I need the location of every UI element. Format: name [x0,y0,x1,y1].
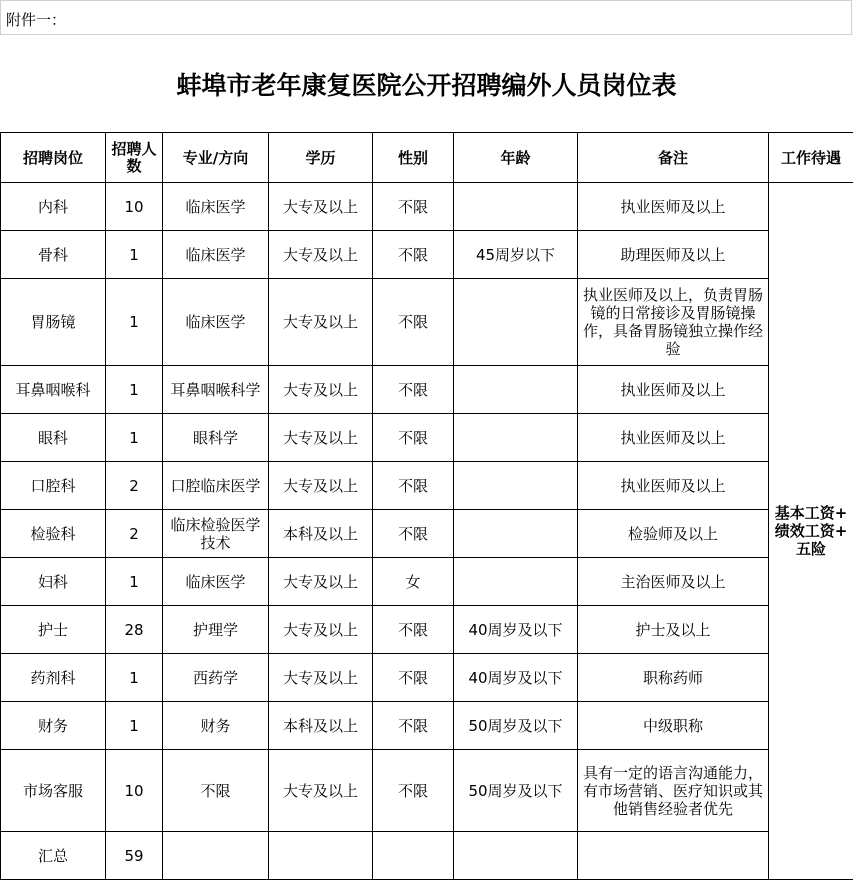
major-cell: 护理学 [163,606,269,654]
gender-cell: 不限 [373,279,454,366]
education-cell: 本科及以上 [269,510,373,558]
wage-line: 五险 [772,540,850,558]
header-cell: 学历 [269,133,373,183]
note-cell: 护士及以上 [578,606,769,654]
age-cell [454,279,578,366]
major-cell: 临床医学 [163,183,269,231]
education-cell: 大专及以上 [269,606,373,654]
post-cell: 眼科 [1,414,106,462]
age-cell: 40周岁及以下 [454,654,578,702]
table-row [1,462,853,510]
header-cell: 专业/方向 [163,133,269,183]
gender-cell: 不限 [373,606,454,654]
count-cell: 28 [106,606,163,654]
note-cell: 主治医师及以上 [578,558,769,606]
page-title: 蚌埠市老年康复医院公开招聘编外人员岗位表 [0,35,853,132]
age-cell: 50周岁及以下 [454,702,578,750]
note-cell: 检验师及以上 [578,510,769,558]
empty-cell [269,832,373,880]
note-cell: 职称药师 [578,654,769,702]
major-cell: 西药学 [163,654,269,702]
header-cell: 年龄 [454,133,578,183]
post-cell: 财务 [1,702,106,750]
note-cell: 执业医师及以上 [578,183,769,231]
age-cell: 40周岁及以下 [454,606,578,654]
empty-cell [578,832,769,880]
age-cell [454,510,578,558]
major-cell: 临床医学 [163,279,269,366]
wage-line: 基本工资+ [772,504,850,522]
age-cell: 50周岁及以下 [454,750,578,832]
count-cell: 10 [106,183,163,231]
note-cell: 执业医师及以上 [578,366,769,414]
major-cell: 口腔临床医学 [163,462,269,510]
education-cell: 大专及以上 [269,654,373,702]
gender-cell: 不限 [373,183,454,231]
education-cell: 大专及以上 [269,462,373,510]
table-row [1,183,853,231]
positions-table [0,132,853,880]
post-cell: 耳鼻咽喉科 [1,366,106,414]
table-row [1,606,853,654]
header-cell: 招聘人数 [106,133,163,183]
major-cell: 不限 [163,750,269,832]
age-cell [454,366,578,414]
major-cell: 耳鼻咽喉科学 [163,366,269,414]
total-row [1,832,853,880]
education-cell: 大专及以上 [269,558,373,606]
age-cell: 45周岁以下 [454,231,578,279]
count-cell: 2 [106,462,163,510]
age-cell [454,183,578,231]
education-cell: 本科及以上 [269,702,373,750]
annex-label-bar [0,0,852,35]
table-row [1,231,853,279]
education-cell: 大专及以上 [269,366,373,414]
major-cell: 财务 [163,702,269,750]
empty-cell [373,832,454,880]
education-cell: 大专及以上 [269,750,373,832]
header-cell: 备注 [578,133,769,183]
note-cell: 执业医师及以上 [578,462,769,510]
table-row [1,654,853,702]
note-cell: 执业医师及以上 [578,414,769,462]
post-cell: 护士 [1,606,106,654]
empty-cell [454,832,578,880]
empty-cell [163,832,269,880]
gender-cell: 不限 [373,702,454,750]
count-cell: 2 [106,510,163,558]
total-label-cell: 汇总 [1,832,106,880]
gender-cell: 不限 [373,750,454,832]
table-row [1,510,853,558]
education-cell: 大专及以上 [269,414,373,462]
table-row [1,414,853,462]
post-cell: 内科 [1,183,106,231]
gender-cell: 不限 [373,510,454,558]
post-cell: 市场客服 [1,750,106,832]
table-row [1,558,853,606]
gender-cell: 不限 [373,366,454,414]
count-cell: 1 [106,702,163,750]
note-cell: 执业医师及以上，负责胃肠镜的日常接诊及胃肠镜操作，具备胃肠镜独立操作经验 [578,279,769,366]
post-cell: 药剂科 [1,654,106,702]
gender-cell: 不限 [373,462,454,510]
header-cell: 性别 [373,133,454,183]
count-cell: 10 [106,750,163,832]
post-cell: 检验科 [1,510,106,558]
annex-label: 附件一： [6,9,66,30]
post-cell: 妇科 [1,558,106,606]
education-cell: 大专及以上 [269,183,373,231]
table-row [1,279,853,366]
major-cell: 眼科学 [163,414,269,462]
count-cell: 1 [106,414,163,462]
post-cell: 胃肠镜 [1,279,106,366]
major-cell: 临床医学 [163,558,269,606]
wage-line: 绩效工资+ [772,522,850,540]
note-cell: 助理医师及以上 [578,231,769,279]
gender-cell: 女 [373,558,454,606]
count-cell: 1 [106,279,163,366]
total-count-cell: 59 [106,832,163,880]
major-cell: 临床医学 [163,231,269,279]
header-cell: 招聘岗位 [1,133,106,183]
wage-cell [769,183,853,880]
count-cell: 1 [106,654,163,702]
age-cell [454,462,578,510]
header-cell: 工作待遇 [769,133,853,183]
count-cell: 1 [106,366,163,414]
age-cell [454,558,578,606]
table-row [1,750,853,832]
count-cell: 1 [106,231,163,279]
note-cell: 中级职称 [578,702,769,750]
table-row [1,702,853,750]
post-cell: 口腔科 [1,462,106,510]
age-cell [454,414,578,462]
gender-cell: 不限 [373,414,454,462]
gender-cell: 不限 [373,654,454,702]
gender-cell: 不限 [373,231,454,279]
table-row [1,366,853,414]
major-cell: 临床检验医学技术 [163,510,269,558]
post-cell: 骨科 [1,231,106,279]
education-cell: 大专及以上 [269,231,373,279]
education-cell: 大专及以上 [269,279,373,366]
count-cell: 1 [106,558,163,606]
header-row [1,133,853,183]
note-cell: 具有一定的语言沟通能力，有市场营销、医疗知识或其他销售经验者优先 [578,750,769,832]
